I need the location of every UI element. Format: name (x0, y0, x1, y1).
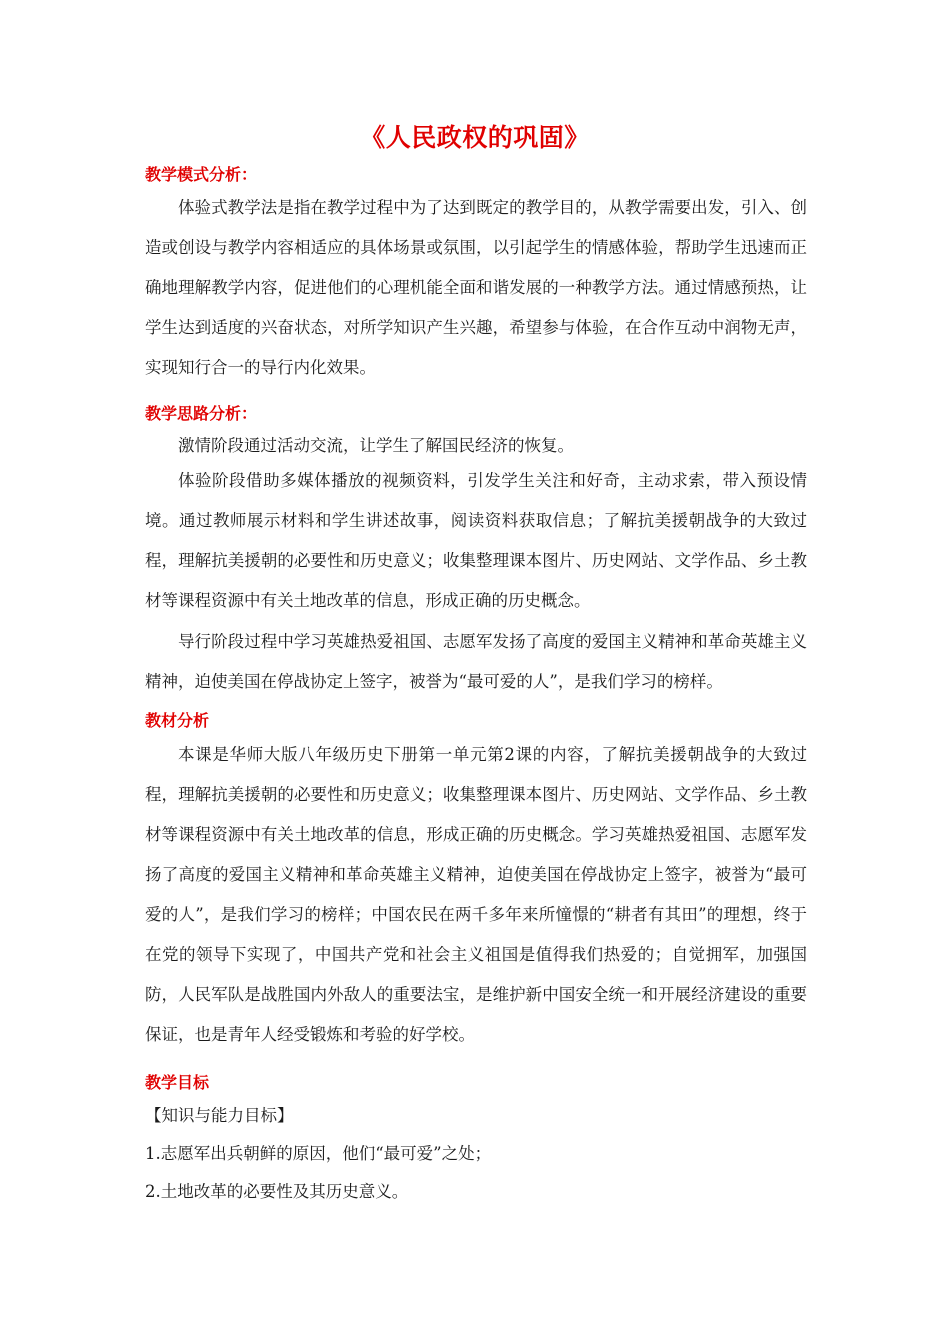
heading-teaching-mode: 教学模式分析： (145, 165, 258, 184)
goal-item-2: 2.土地改革的必要性及其历史意义。 (145, 1182, 409, 1201)
goal-item-1: 1.志愿军出兵朝鲜的原因，他们“最可爱”之处； (145, 1144, 492, 1163)
paragraph-thinking-3: 导行阶段过程中学习英雄热爱祖国、志愿军发扬了高度的爱国主义精神和革命英雄主义精神，迫使美国在停战协定上签字，被誉为“最可爱的人”，是我们学习的榜样。 (145, 632, 807, 691)
document-title: 《人民政权的巩固》 (360, 123, 590, 152)
heading-material-analysis: 教材分析 (145, 711, 210, 730)
heading-teaching-goals: 教学目标 (145, 1073, 210, 1092)
paragraph-material-analysis: 本课是华师大版八年级历史下册第一单元第2课的内容，了解抗美援朝战争的大致过程，理解抗美援朝的必要性和历史意义；收集整理课本图片、历史网站、文学作品、乡土教材等课程资源中有关土地改革的信息，形成正确的历史概念。学习英雄热爱祖国、志愿军发扬了高度的爱国主义精神和革命英雄主义精神，迫使美国在停战协定上签字，被誉为“最可爱的人”，是我们学习的榜样；中国农民在两千多年来所憧憬的“耕者有其田”的理想，终于在党的领导下实现了，中国共产党和社会主义祖国是值得我们热爱的；自觉拥军，加强国防，人民军队是战胜国内外敌人的重要法宝，是维护新中国安全统一和开展经济建设的重要保证，也是青年人经受锻炼和考验的好学校。 (145, 745, 807, 1044)
heading-teaching-thinking: 教学思路分析： (145, 404, 258, 423)
subheading-knowledge-ability: 【知识与能力目标】 (145, 1106, 294, 1125)
paragraph-teaching-mode: 体验式教学法是指在教学过程中为了达到既定的教学目的，从教学需要出发，引入、创造或创设与教学内容相适应的具体场景或氛围，以引起学生的情感体验，帮助学生迅速而正确地理解教学内容，促进他们的心理机能全面和谐发展的一种教学方法。通过情感预热，让学生达到适度的兴奋状态，对所学知识产生兴趣，希望参与体验，在合作互动中润物无声，实现知行合一的导行内化效果。 (145, 198, 807, 377)
paragraph-thinking-2: 体验阶段借助多媒体播放的视频资料，引发学生关注和好奇，主动求索，带入预设情境。通过教师展示材料和学生讲述故事，阅读资料获取信息；了解抗美援朝战争的大致过程，理解抗美援朝的必要性和历史意义；收集整理课本图片、历史网站、文学作品、乡土教材等课程资源中有关土地改革的信息，形成正确的历史概念。 (145, 471, 807, 610)
paragraph-thinking-1: 激情阶段通过活动交流，让学生了解国民经济的恢复。 (178, 436, 574, 455)
